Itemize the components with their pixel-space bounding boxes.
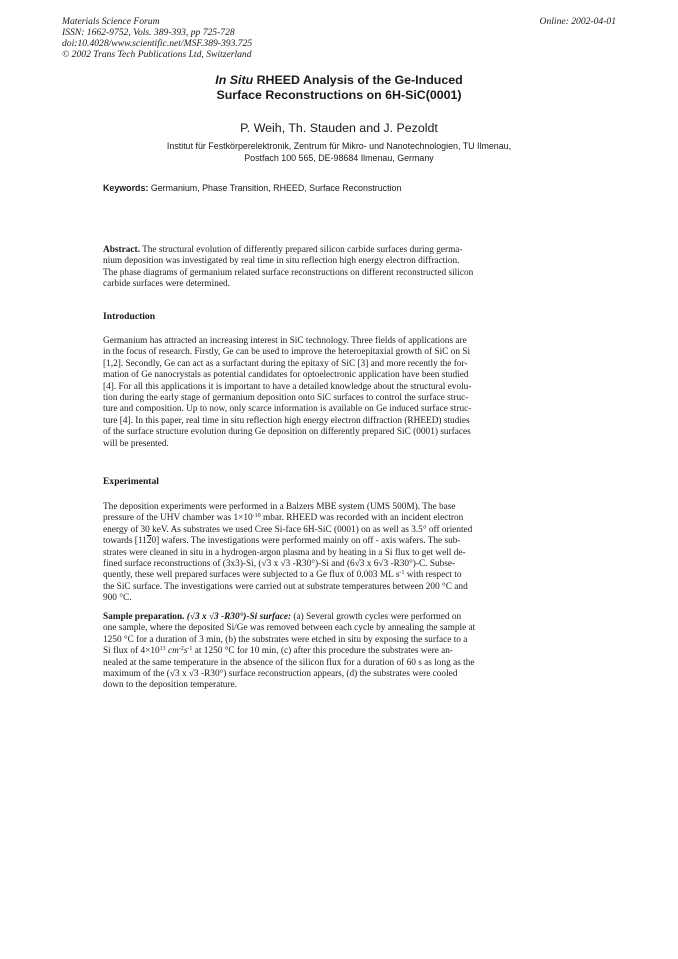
exp-line <box>103 513 551 524</box>
sample-line: nealed at the same temperature in the absence of the silicon flux for a duration of 60 s as long as the <box>103 657 475 668</box>
sample-line: down to the deposition temperature. <box>103 680 237 691</box>
journal-name: Materials Science Forum <box>62 16 160 27</box>
authors: P. Weih, Th. Stauden and J. Pezoldt <box>240 121 438 135</box>
intro-line: ture [4]. In this paper, real time in situ reflection high energy electron diffraction (RHEED) studies <box>103 415 470 426</box>
affiliation-line2: Postfach 100 565, DE-98684 Ilmenau, Germany <box>244 153 434 163</box>
exp-line: strates were cleaned in situ in a hydrogen-argon plasma and by heating in a Si flux to get well de- <box>103 547 466 558</box>
exp-text: towards [11 <box>103 536 147 547</box>
paper-title <box>100 73 578 102</box>
journal-header <box>62 16 252 60</box>
exp-text: quently, these well prepared surfaces were subjected to a Ge flux of 0.003 ML s <box>103 570 400 581</box>
copyright-line: © 2002 Trans Tech Publications Ltd, Switzerland <box>62 49 252 60</box>
sample-line: 1250 °C for a duration of 3 min, (b) the substrates were etched in situ by exposing the surface to a <box>103 634 468 645</box>
exp-sup: -1 <box>399 570 405 577</box>
intro-line: Germanium has attracted an increasing interest in SiC technology. Three fields of applications are <box>103 336 467 346</box>
intro-line: [4]. For all this applications it is important to have a detailed knowledge about the structural evolu- <box>103 381 472 392</box>
exp-line: energy of 30 keV. As substrates we used Cree Si-face 6H-SiC (0001) on as well as 3.5° off oriented <box>103 524 473 535</box>
exp-sup: -10 <box>252 513 261 520</box>
title-line1: RHEED Analysis of the Ge-Induced <box>253 73 463 87</box>
sample-text: cm <box>165 646 179 657</box>
sample-sup: -1 <box>187 646 193 653</box>
keywords-text: Germanium, Phase Transition, RHEED, Surface Reconstruction <box>148 183 402 193</box>
abstract-line: carbide surfaces were determined. <box>103 279 230 290</box>
exp-line <box>103 570 551 581</box>
abstract-line <box>103 245 551 256</box>
experimental-heading: Experimental <box>103 476 159 487</box>
exp-line: 900 °C. <box>103 593 132 604</box>
affiliation-line1: Institut für Festkörperelektronik, Zentrum für Mikro- und Nanotechnologien, TU Ilmenau, <box>166 141 512 151</box>
experimental-body <box>103 502 551 605</box>
exp-text: 0] wafers. The investigations were performed mainly on off - axis wafers. The sub- <box>151 536 461 547</box>
intro-line: in the focus of research. Firstly, Ge can be used to improve the heteroepitaxial growth of SiC on Si <box>103 347 471 358</box>
sample-text: s <box>183 646 188 657</box>
exp-line: fined surface reconstructions of (3x3)-Si, (√3 x √3 -R30°)-Si and (6√3 x 6√3 -R30°)-C. Subse- <box>103 559 456 570</box>
abstract <box>103 245 551 291</box>
sample-text: at 1250 °C for 10 min, (c) after this procedure the substrates were an- <box>192 646 454 657</box>
abstract-text: The structural evolution of differently prepared silicon carbide surfaces during germa- <box>139 245 463 255</box>
keywords <box>103 183 401 193</box>
title-line2: Surface Reconstructions on 6H-SiC(0001) <box>216 87 462 102</box>
abstract-label: Abstract. <box>103 245 140 255</box>
issn-line: ISSN: 1662-9752, Vols. 389-393, pp 725-728 <box>62 27 235 38</box>
sample-text: (a) Several growth cycles were performed on <box>291 612 462 622</box>
introduction-body <box>103 336 551 450</box>
introduction-heading: Introduction <box>103 311 156 322</box>
sample-sup: 13 <box>159 646 166 653</box>
exp-text: mbar. RHEED was recorded with an incident electron <box>260 513 464 524</box>
intro-line: ture and composition. Up to now, only scarce information is available on Ge induced surface struc- <box>103 404 472 415</box>
sample-label: Sample preparation. <box>103 612 185 622</box>
exp-text: pressure of the UHV chamber was 1×10 <box>103 513 253 524</box>
exp-line: The deposition experiments were performed in a Balzers MBE system (UMS 500M). The base <box>103 502 456 512</box>
online-date: Online: 2002-04-01 <box>539 16 616 27</box>
sample-line: maximum of the (√3 x √3 -R30°) surface reconstruction appears, (d) the substrates were cooled <box>103 669 458 680</box>
intro-line: will be presented. <box>103 438 169 449</box>
exp-overbar: 2 <box>146 536 152 547</box>
sample-line: one sample, where the deposited Si/Ge was removed between each cycle by annealing the sample at <box>103 623 476 634</box>
intro-line: tion during the early stage of germanium deposition onto SiC surfaces to control the surface struc- <box>103 393 469 404</box>
title-italic: In Situ <box>215 73 254 87</box>
intro-line: of the surface structure evolution during Ge deposition on differently prepared SiC (0001) surfaces <box>103 427 471 438</box>
affiliation <box>100 140 578 164</box>
exp-text: with respect to <box>404 570 462 581</box>
abstract-line: nium deposition was investigated by real time in situ reflection high energy electron diffraction. <box>103 256 460 267</box>
sample-line <box>103 612 551 623</box>
keywords-label: Keywords: <box>103 183 149 193</box>
sample-text: Si flux of 4×10 <box>103 646 160 657</box>
sample-label-italic: (√3 x √3 -R30°)-Si surface: <box>184 612 292 622</box>
sample-preparation <box>103 612 551 692</box>
exp-line <box>103 536 551 547</box>
doi-line: doi:10.4028/www.scientific.net/MSF.389-393.725 <box>62 38 253 49</box>
intro-line: [1,2]. Secondly, Ge can act as a surfactant during the epitaxy of SiC [3] and more recently the for- <box>103 358 468 369</box>
intro-line: mation of Ge nanocrystals as potential candidates for optoelectronic application have been studied <box>103 370 469 381</box>
abstract-line: The phase diagrams of germanium related surface reconstructions on different reconstructed silicon <box>103 267 474 278</box>
sample-line <box>103 646 551 657</box>
exp-line: the SiC surface. The investigations were carried out at substrate temperatures between 200 °C and <box>103 581 468 592</box>
sample-sup: -2 <box>178 646 184 653</box>
